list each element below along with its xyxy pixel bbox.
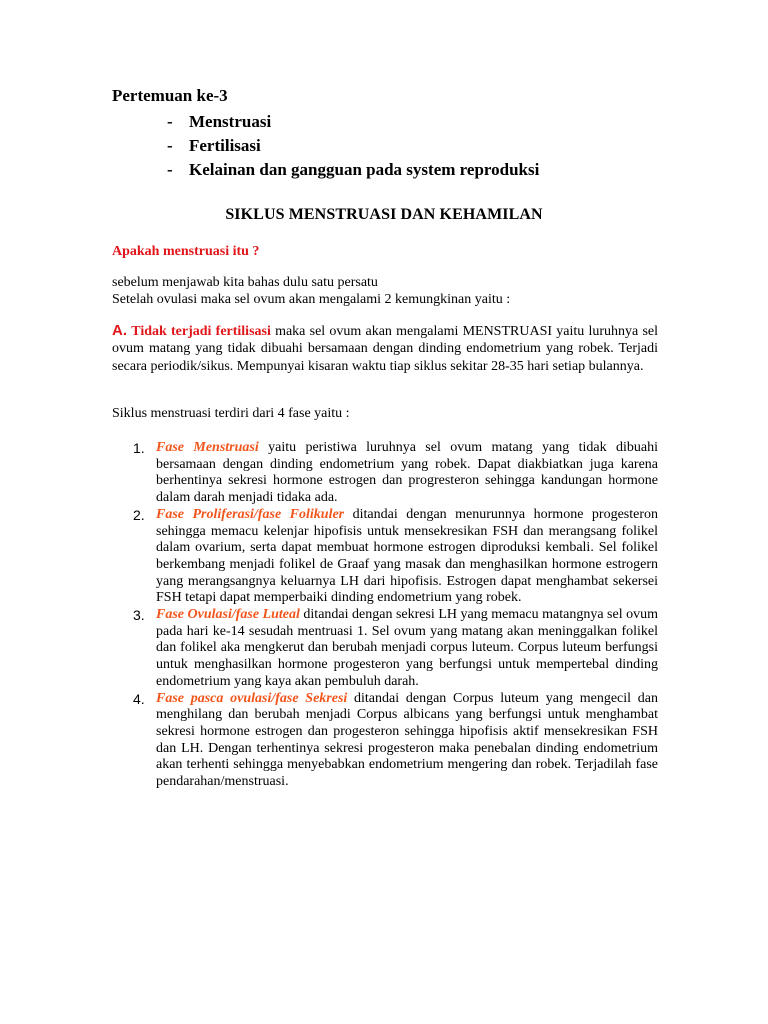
paragraph-a-text: maka sel ovum akan mengalami MENSTRUASI yaitu luruhnya sel ovum matang yang tidak dibuahi bersamaan dengan dinding endometrium yang robek. Terjadi secara periodik/sikus. Mempunyai kisaran waktu tiap siklus sekitar 28-35 hari setiap bulannya. bbox=[112, 324, 659, 374]
phase-item bbox=[112, 507, 658, 607]
paragraph-a bbox=[112, 322, 658, 375]
phase-list bbox=[112, 440, 658, 791]
dash-bullet: - bbox=[167, 112, 173, 131]
topic-label: Kelainan dan gangguan pada system reproduksi bbox=[189, 160, 540, 179]
topic-item bbox=[167, 158, 539, 182]
dash-bullet: - bbox=[167, 136, 173, 155]
phase-name: Fase Proliferasi/fase Folikuler bbox=[156, 506, 345, 522]
intro-text bbox=[112, 274, 660, 308]
phase-number: 3. bbox=[133, 607, 145, 624]
topic-label: Menstruasi bbox=[189, 112, 272, 131]
paragraph-a-letter: A. bbox=[112, 322, 127, 339]
phase-number: 1. bbox=[133, 440, 145, 456]
topic-item bbox=[167, 134, 539, 158]
intro-line: sebelum menjawab kita bahas dulu satu persatu bbox=[112, 275, 378, 290]
phase-name: Fase Ovulasi/fase Luteal bbox=[156, 607, 300, 623]
phase-name: Fase pasca ovulasi/fase Sekresi bbox=[156, 690, 348, 706]
phase-item bbox=[112, 607, 658, 691]
phase-text: ditandai dengan sekresi LH yang memacu matangnya sel ovum pada hari ke-14 sesudah mentruasi 1. Sel ovum yang matang akan meninggalkan folikel dan folikel aka mengkerut dan berubah menjadi corpus luteum. Corpus luteum berfungsi untuk menghasilkan hormone progesteron yang berfungsi untuk mempertebal dinding endometrium yang kaya akan pembuluh darah. bbox=[156, 607, 659, 689]
intro-line: Setelah ovulasi maka sel ovum akan mengalami 2 kemungkinan yaitu : bbox=[112, 292, 511, 307]
topic-item bbox=[167, 110, 539, 134]
phase-item bbox=[112, 691, 658, 791]
phase-number: 2. bbox=[133, 506, 145, 523]
phase-text: ditandai dengan menurunnya hormone progesteron sehingga memacu kelenjar hipofisis untuk mensekresikan FSH dan merangsang folikel dalam ovarium, serta dapat membuat hormone estrogen diproduksi kembali. Sel folikel berkembang menjadi folikel de Graaf yang masak dan menghasilkan hormone estrogern yang merangsangnya keluarnya LH dari hipofisis. Estrogen dapat menghambat sekersei FSH tetapi dapat memperbaiki dinding endometrium yang robek. bbox=[156, 506, 658, 606]
topic-label: Fertilisasi bbox=[189, 136, 261, 155]
meeting-title: Pertemuan ke-3 bbox=[112, 86, 228, 105]
phase-text: ditandai dengan Corpus luteum yang mengecil dan menghilang dan berubah menjadi Corpus albicans yang berfungsi untuk menghambat sekresi hormone estrogen dan progesteron sehingga hipofisis aktif mensekresikan FSH dan LH. Dengan terhentinya sekresi progesteron maka penebalan dinding endometrium akan terhenti sehingga menyebabkan endometrium mengering dan robek. Terjadilah fase pendarahan/menstruasi. bbox=[156, 690, 658, 790]
phase-number: 4. bbox=[133, 690, 145, 707]
question-heading: Apakah menstruasi itu ? bbox=[112, 244, 260, 259]
paragraph-a-highlight: Tidak terjadi fertilisasi bbox=[131, 324, 271, 339]
dash-bullet: - bbox=[167, 160, 173, 179]
phase-item bbox=[112, 440, 658, 507]
phase-name: Fase Menstruasi bbox=[156, 440, 259, 455]
topic-list bbox=[167, 110, 539, 182]
phases-intro: Siklus menstruasi terdiri dari 4 fase yaitu : bbox=[112, 406, 350, 421]
main-title: SIKLUS MENSTRUASI DAN KEHAMILAN bbox=[225, 206, 543, 223]
phase-text: yaitu peristiwa luruhnya sel ovum matang yang tidak dibuahi bersamaan dengan dinding endometrium yang robek. Dapat diakbiatkan juga karena berhentinya sekresi hormone estrogen dan progresteron sehingga kandungan hormone dalam darah menjadi tidaka ada. bbox=[156, 440, 658, 506]
